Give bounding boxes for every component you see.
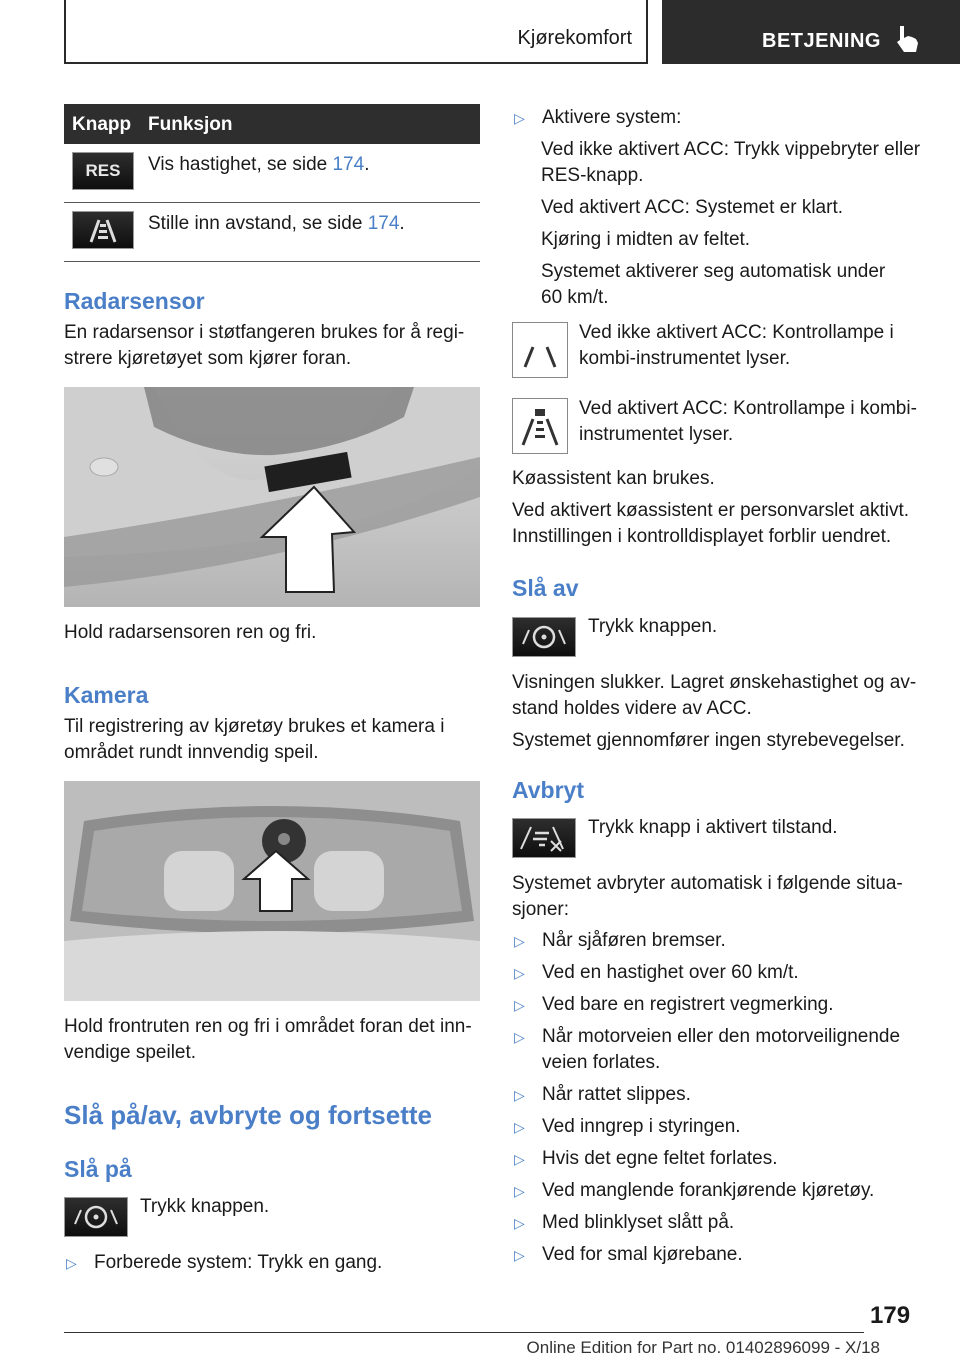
indicator-lamp-inactive-image [512,322,568,378]
lamp-inactive-text: Ved ikke aktivert ACC: Kontrollampe i kombi-instrumentet lyser. [579,322,894,369]
main-heading: Slå på/av, avbryte og fortsette [64,1100,432,1130]
abort-drive-icon [513,819,575,857]
switch-off-paragraph: Visningen slukker. Lagret ønskehastighet og av- stand holdes videre av ACC. Systemet gjennomfører ingen styrebevegelser. [512,672,917,751]
switch-off-button-image [512,617,576,657]
table-row-divider [64,202,480,203]
res-key-image [72,152,134,190]
switch-off-text: Trykk knappen. [588,616,718,637]
camera-photo [64,781,480,1001]
switch-on-button-image [64,1197,128,1237]
table-header-key: Knapp [72,114,132,135]
page-number: 179 [870,1302,911,1329]
radar-paragraph: En radarsensor i støtfangeren brukes for å regi- strere kjøretøyet som kjører foran. [64,322,465,369]
table-row-function: Vis hastighet, se side 174. [148,154,370,175]
radar-caption: Hold radarsensoren ren og fri. [64,622,317,643]
footer-rule [64,1332,864,1333]
abort-paragraph: Systemet avbryter automatisk i følgende situa- sjoner: [512,873,903,920]
switch-on-text: Trykk knappen. [140,1196,270,1217]
activate-details: Ved ikke aktivert ACC: Trykk vippebryter eller RES-knapp. Ved aktivert ACC: Systemet er klart. Kjøring i midten av feltet. Systemet aktiverer seg automatisk under 60 km/t. [541,139,921,308]
steering-wheel-icon [513,618,575,656]
table-row-function: Stille inn avstand, se side 174. [148,213,405,234]
header-chapter-title: BETJENING [762,30,881,52]
abort-heading: Avbryt [512,777,584,803]
header-section-title: Kjørekomfort [517,27,632,49]
table-header [64,104,480,144]
switch-on-heading: Slå på [64,1156,132,1182]
steering-wheel-icon [65,1198,127,1236]
switch-off-heading: Slå av [512,575,579,601]
radar-heading: Radarsensor [64,288,205,314]
footer-edition: Online Edition for Part no. 01402896099 - X/18 [526,1338,880,1357]
table-bottom-rule [64,261,480,262]
camera-heading: Kamera [64,682,149,708]
abort-text: Trykk knapp i aktivert tilstand. [588,817,838,838]
page-reference-link[interactable]: 174 [332,154,365,175]
hand-pointer-icon [894,24,920,54]
lane-lines-icon [513,323,567,377]
abort-button-image [512,818,576,858]
page-reference-link[interactable]: 174 [367,213,400,234]
res-key-label: RES [85,161,121,180]
header-section-box [64,0,648,64]
radar-sensor-photo [64,387,480,607]
header-chapter-box [662,0,960,64]
camera-caption: Hold frontruten ren og fri i området foran det inn- vendige speilet. [64,1016,472,1063]
table-header-function: Funksjon [148,114,233,135]
distance-icon [73,212,133,248]
lamp-active-text: Ved aktivert ACC: Kontrollampe i kombi- instrumentet lyser. [579,398,917,445]
assist-paragraph: Køassistent kan brukes. Ved aktivert køassistent er personvarslet aktivt. Innstillingen i kontrolldisplayet forblir uendret. [512,468,910,547]
distance-key-image [72,211,134,249]
lane-assist-icon [513,399,567,453]
list-item-continuation: veien forlates. [542,1052,661,1073]
indicator-lamp-active-image [512,398,568,454]
camera-paragraph: Til registrering av kjøretøy brukes et kamera i området rundt innvendig speil. [64,716,445,763]
